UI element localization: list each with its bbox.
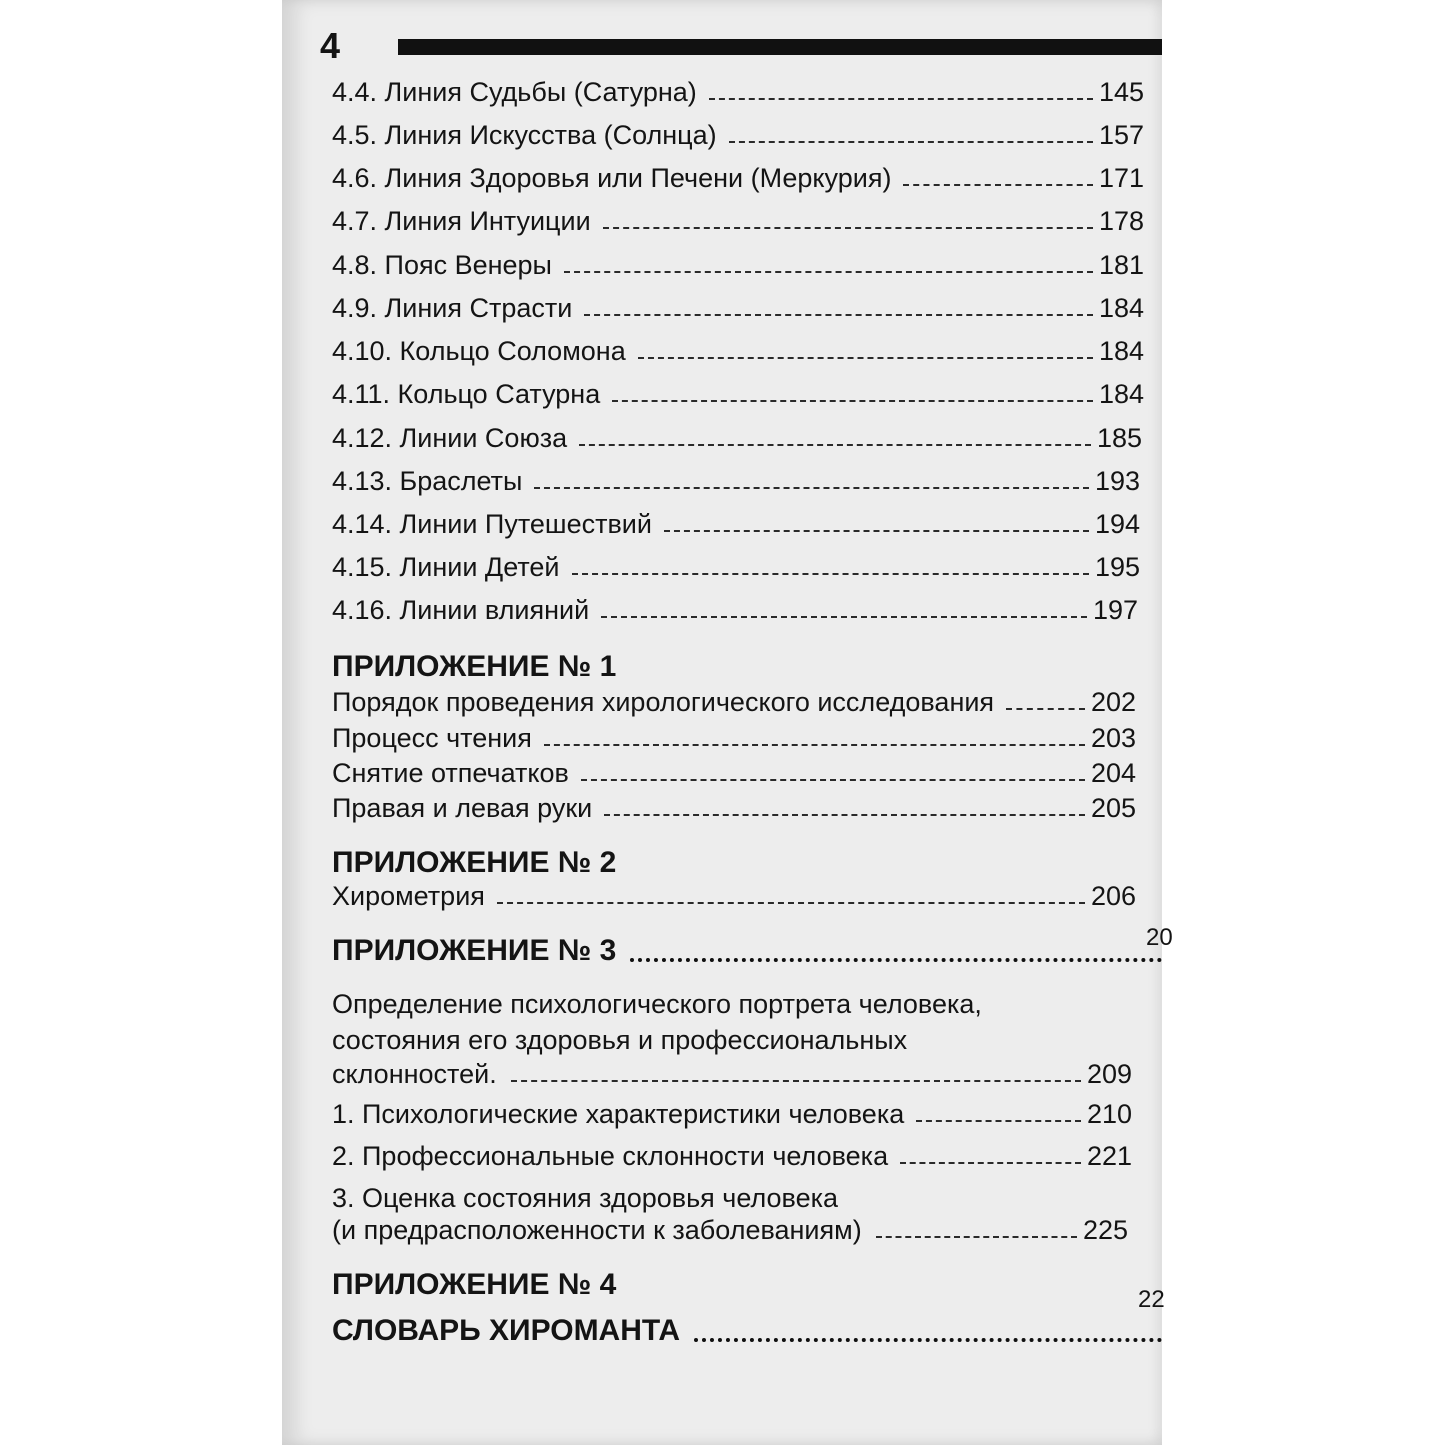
intro-line-1: Определение психологического портрета человека, [332,989,982,1019]
appendix-3-entry-3-first-line: 3. Оценка состояния здоровья человека [332,1183,839,1213]
toc-entry-label: Правая и левая руки [332,793,593,823]
toc-entry-page: 157 [1098,120,1144,150]
dot-leader [581,779,1085,781]
toc-entry-label: 2. Профессиональные склонности человека [332,1141,889,1171]
dot-leader [584,314,1093,316]
toc-entry-appendix-1-4 [332,792,1136,824]
toc-entry-page: 205 [1090,793,1136,823]
intro-line-2: состояния его здоровья и профессиональных [332,1025,908,1055]
toc-entry-4-10 [332,335,1144,367]
toc-entry-label: 4.11. Кольцо Сатурна [332,379,601,409]
dot-leader [1006,708,1085,710]
toc-entry-page: 184 [1098,336,1144,366]
toc-entry-appendix-3-2 [332,1140,1132,1172]
appendix-3-entry-3-last-line [332,1214,1128,1246]
toc-entry-label: 4.13. Браслеты [332,466,523,496]
dot-leader [694,1338,1162,1342]
intro-line-3: склонностей. [332,1059,497,1089]
toc-entry-label: 4.8. Пояс Венеры [332,250,552,280]
toc-entry-label: 4.16. Линии влияний [332,595,590,625]
toc-entry-page: 171 [1098,163,1144,193]
toc-entry-label: 4.4. Линия Судьбы (Сатурна) [332,77,697,107]
toc-entry-label: 4.15. Линии Детей [332,552,560,582]
toc-entry-label: 4.10. Кольцо Соломона [332,336,626,366]
dot-leader [604,814,1085,816]
toc-entry-appendix-1-2 [332,722,1136,754]
toc-entry-page: 197 [1092,595,1138,625]
dot-leader [603,227,1093,229]
toc-entry-4-4 [332,76,1144,108]
dot-leader [534,487,1088,489]
toc-entry-page: 206 [1090,881,1136,911]
toc-entry-page: 204 [1090,758,1136,788]
toc-entry-4-15 [332,551,1140,583]
toc-entry-page: 181 [1098,250,1144,280]
appendix-3-intro-last-line [332,1058,1132,1090]
appendix-3-entry [332,934,1162,968]
toc-entry-page: 225 [1082,1215,1128,1245]
dot-leader [664,530,1089,532]
toc-entry-label: Хирометрия [332,881,485,911]
toc-entry-label: Процесс чтения [332,723,532,753]
dot-leader [572,573,1089,575]
toc-entry-label: 4.12. Линии Союза [332,423,568,453]
toc-entry-page: 203 [1090,723,1136,753]
dot-leader [601,616,1087,618]
appendix-4-page-cut: 22 [1138,1286,1165,1313]
toc-entry-page: 184 [1098,293,1144,323]
dot-leader [579,444,1091,446]
toc-entry-page: 221 [1086,1141,1132,1171]
header-rule [398,39,1162,55]
toc-entry-label: Снятие отпечатков [332,758,569,788]
dot-leader [709,98,1093,100]
dot-leader [497,902,1085,904]
dot-leader [903,184,1092,186]
appendix-3-heading: ПРИЛОЖЕНИЕ № 3 [332,934,617,967]
dot-leader [511,1080,1081,1082]
appendix-4-entry [332,1314,1162,1348]
dot-leader [900,1162,1081,1164]
toc-entry-page: 185 [1096,423,1142,453]
toc-entry-label: 4.5. Линия Искусства (Солнца) [332,120,717,150]
toc-entry-label: 4.9. Линия Страсти [332,293,573,323]
toc-entry-4-5 [332,119,1144,151]
toc-entry-appendix-2-1 [332,880,1136,912]
appendix-2-heading: ПРИЛОЖЕНИЕ № 2 [332,846,617,879]
toc-entry-page: 178 [1098,206,1144,236]
toc-entry-4-6 [332,162,1144,194]
dot-leader [876,1236,1077,1238]
toc-entry-page: 145 [1098,77,1144,107]
toc-entry-page: 194 [1094,509,1140,539]
appendix-3-page-cut: 20 [1146,924,1173,951]
dot-leader [630,958,1162,962]
appendix-3-intro [332,986,982,1058]
dot-leader [916,1120,1081,1122]
toc-entry-4-9 [332,292,1144,324]
toc-entry-appendix-1-3 [332,757,1136,789]
toc-entry-4-12 [332,422,1142,454]
toc-entry-page: 202 [1090,687,1136,717]
appendix-4-heading: ПРИЛОЖЕНИЕ № 4 [332,1268,617,1301]
dot-leader [544,744,1085,746]
toc-entry-4-13 [332,465,1140,497]
toc-entry-label: Порядок проведения хирологического исследования [332,687,995,717]
toc-entry-page: 184 [1098,379,1144,409]
toc-entry-4-11 [332,378,1144,410]
toc-entry-page: 209 [1086,1059,1132,1089]
toc-entry-page: 210 [1086,1099,1132,1129]
toc-entry-4-8 [332,249,1144,281]
entry-3-line-2: (и предрасположенности к заболеваниям) [332,1215,862,1245]
dot-leader [729,141,1093,143]
page-number: 4 [320,25,341,66]
toc-entry-label: 1. Психологические характеристики человека [332,1099,905,1129]
toc-entry-4-14 [332,508,1140,540]
dot-leader [612,400,1093,402]
toc-entry-page: 193 [1094,466,1140,496]
toc-entry-appendix-1-1 [332,686,1136,718]
appendix-4-subheading: СЛОВАРЬ ХИРОМАНТА [332,1314,680,1347]
toc-entry-4-16 [332,594,1138,626]
appendix-1-heading: ПРИЛОЖЕНИЕ № 1 [332,650,617,683]
toc-entry-4-7 [332,205,1144,237]
dot-leader [638,357,1093,359]
toc-entry-label: 4.14. Линии Путешествий [332,509,652,539]
toc-entry-label: 4.6. Линия Здоровья или Печени (Меркурия) [332,163,892,193]
toc-entry-label: 4.7. Линия Интуиции [332,206,591,236]
dot-leader [564,271,1093,273]
toc-entry-appendix-3-1 [332,1098,1132,1130]
toc-entry-page: 195 [1094,552,1140,582]
